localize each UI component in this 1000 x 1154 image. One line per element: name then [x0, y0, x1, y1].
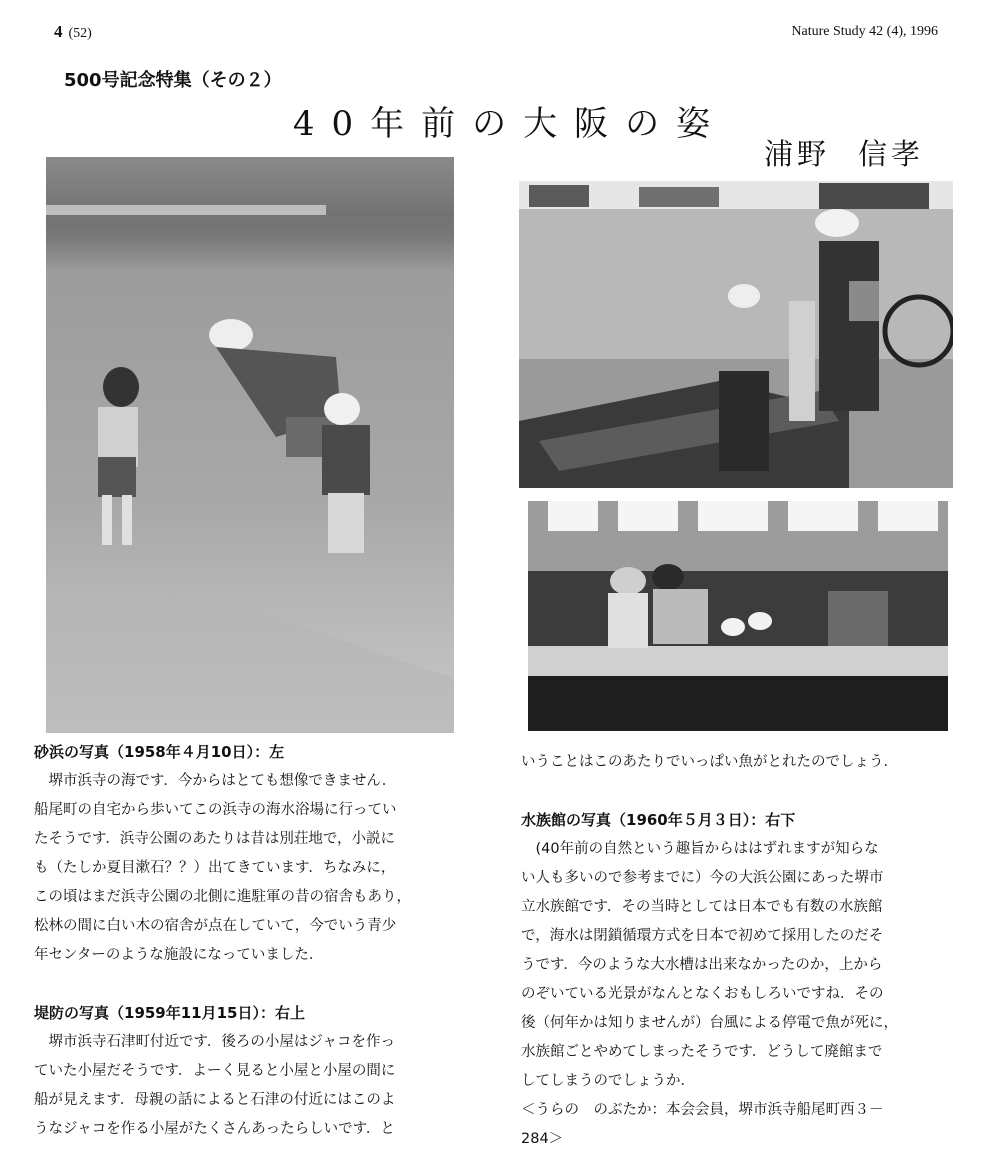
journal-citation: Nature Study 42 (4), 1996	[791, 24, 938, 39]
aquarium-line: い人も多いので参考までに）今の大浜公園にあった堺市	[521, 870, 884, 886]
aquarium-line: うです．今のような大水槽は出来なかったのか，上から	[521, 957, 883, 973]
aquarium-photo	[528, 501, 948, 731]
beach-photo	[46, 157, 454, 733]
aquarium-line: してしまうのでしょうか．	[521, 1073, 695, 1089]
aquarium-line: で，海水は閉鎖循環方式を日本で初めて採用したのだそ	[521, 928, 884, 944]
aquarium-line: 水族館ごとやめてしまったそうです．どうして廃館まで	[521, 1044, 883, 1060]
beach-line: 松林の間に白い木の宿舎が点在していて，今でいう青少	[34, 918, 397, 934]
aquarium-line: (40年前の自然という趣旨からははずれますが知らな	[535, 841, 879, 857]
aquarium-heading: 水族館の写真（1960年５月３日）：右下	[521, 811, 796, 829]
embankment-line: ていた小屋だそうです．よーく見ると小屋と小屋の間に	[34, 1063, 396, 1079]
aquarium-line: のぞいている光景がなんとなくおもしろいですね．その	[521, 986, 884, 1002]
series-label: 500号記念特集（その２）	[64, 70, 282, 91]
beach-line: 年センターのような施設になっていました．	[34, 947, 324, 963]
author-given: 信孝	[857, 137, 924, 171]
embankment-line: 堺市浜寺石津町付近です．後ろの小屋はジャコを作っ	[48, 1034, 396, 1050]
author-name	[764, 132, 924, 173]
beach-heading: 砂浜の写真（1958年４月10日）：左	[34, 743, 285, 761]
article-title: 40年前の大阪の姿	[292, 104, 728, 144]
beach-line: も（たしか夏目漱石？？）出てきています．ちなみに，	[34, 860, 396, 876]
aquarium-line: 立水族館です．その当時としては日本でも有数の水族館	[521, 899, 883, 915]
beach-line: この頃はまだ浜寺公園の北側に進駐軍の昔の宿舎もあり，	[34, 889, 411, 905]
embankment-line: うなジャコを作る小屋がたくさんあったらしいです．と	[34, 1121, 395, 1137]
aquarium-line: 後（何年かは知りませんが）台風による停電で魚が死に，	[521, 1015, 898, 1031]
author-signature-cont: 284＞	[521, 1131, 564, 1147]
right-column	[521, 748, 961, 1154]
author-family: 浦野	[763, 137, 830, 171]
left-column	[34, 738, 476, 1144]
page-number: 4 (52)	[54, 22, 92, 41]
embankment-heading: 堤防の写真（1959年11月15日）：右上	[34, 1004, 305, 1022]
beach-line: 船尾町の自宅から歩いてこの浜寺の海水浴場に行ってい	[34, 802, 397, 818]
embankment-continued: いうことはこのあたりでいっぱい魚がとれたのでしょう．	[521, 754, 898, 770]
beach-line: 堺市浜寺の海です．今からはとても想像できません．	[48, 773, 397, 789]
beach-line: たそうです．浜寺公園のあたりは昔は別荘地で，小説に	[34, 831, 396, 847]
embankment-line: 船が見えます．母親の話によると石津の付近にはこのよ	[34, 1092, 396, 1108]
author-signature: ＜うらの のぶたか：本会会員，堺市浜寺船尾町西３－	[521, 1102, 884, 1118]
embankment-photo	[519, 181, 953, 488]
